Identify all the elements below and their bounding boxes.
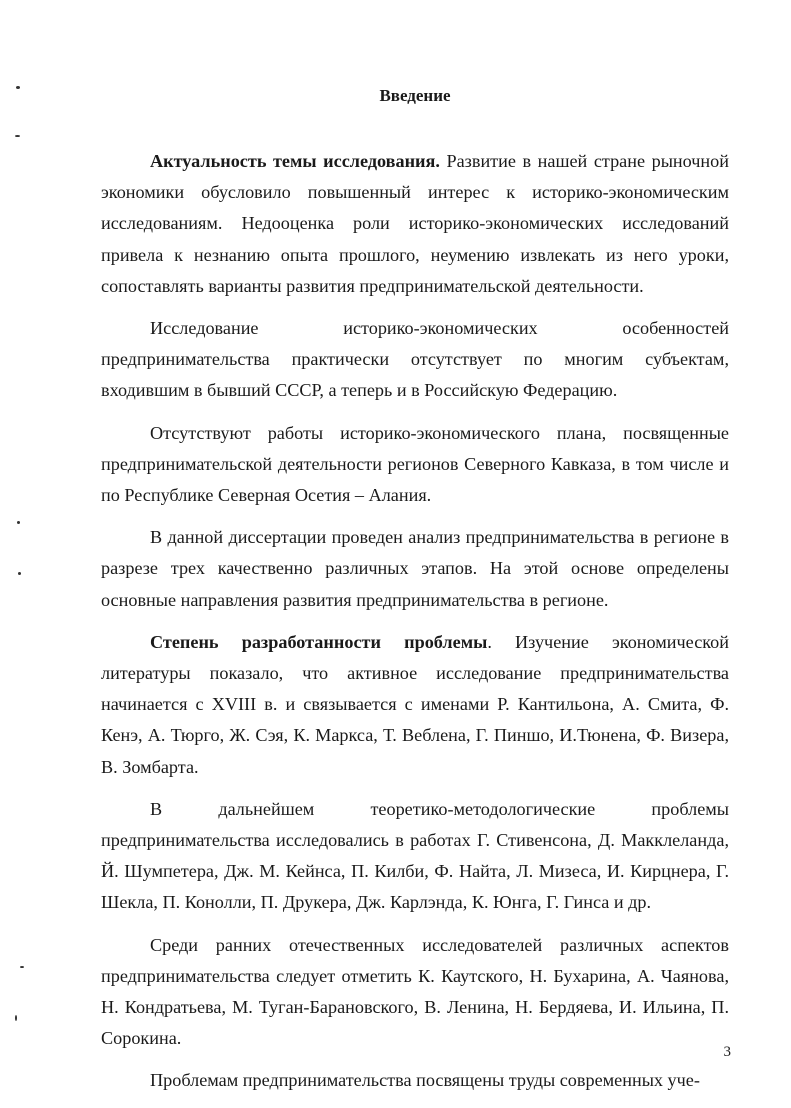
paragraph-dissertation-analysis [101,522,729,616]
scan-speck [18,572,21,575]
paragraph-foreign-researchers [101,794,729,919]
paragraph-lead: Актуальность темы исследования. [150,151,440,171]
paragraph-text: Исследование историко-экономических особенностей предпринимательства практически отсутствует по многим субъектам, входившим в бывший СССР, а теперь и в Российскую Федерацию. [101,318,729,401]
paragraph-text: Проблемам предпринимательства посвящены труды современных уче- [150,1070,700,1091]
paragraph-text: В дальнейшем теоретико-методологические проблемы предпринимательства исследовались в работах Г. Стивенсона, Д. Макклеланда, Й. Шумпетера, Дж. М. Кейнса, П. Килби, Ф. Найта, Л. Мизеса, И. Кирцнера, Г. Шекла, П. Конолли, П. Друкера, Дж. Карлэнда, К. Юнга, Г. Гинса и др. [101,798,729,913]
paragraph-text: В данной диссертации проведен анализ предпринимательства в регионе в разрезе трех качественно различных этапов. На этой основе определены основные направления развития предпринимательства в регионе. [101,527,729,610]
paragraph-lead: Степень разработанности проблемы [150,631,488,652]
paragraph-text: . Изучение экономической литературы показало, что активное исследование предпринимательства начинается с XVIII в. и связывается с именами Р. Кантильона, А. Смита, Ф. Кенэ, А. Тюрго, Ж. Сэя, К. Маркса, Т. Веблена, Г. Пиншо, И.Тюнена, Ф. Визера, В. Зомбарта. [101,631,730,777]
page-number: 3 [723,1044,731,1060]
paragraph-north-caucasus [101,418,729,512]
scan-speck [15,1015,17,1021]
scan-speck [15,135,20,137]
paragraph-research-absence [101,313,729,407]
scan-speck [20,966,24,968]
paragraph-development-degree [101,627,729,783]
paragraph-modern-researchers [101,1065,729,1096]
paragraph-domestic-researchers [101,930,729,1055]
paragraph-text: Отсутствуют работы историко-экономического плана, посвященные предпринимательской деятельности регионов Северного Кавказа, в том числе и по Республике Северная Осетия – Алания. [101,422,729,506]
scan-speck [17,521,20,524]
paragraph-relevance [101,146,729,302]
paragraph-text: Развитие в нашей стране рыночной экономики обусловило повышенный интерес к историко-экономическим исследованиям. Недооценка роли историко-экономических исследований привела к незнанию опыта прошлого, неумению извлекать из него уроки, сопоставлять варианты развития предпринимательской деятельности. [101,151,729,296]
paragraph-text: Среди ранних отечественных исследователей различных аспектов предпринимательства следует отметить К. Каутского, Н. Бухарина, А. Чаянова, Н. Кондратьева, М. Туган-Барановского, В. Ленина, Н. Бердяева, И. Ильина, П. Сорокина. [101,934,729,1049]
page-title: Введение [379,86,451,105]
document-body [101,146,729,1108]
